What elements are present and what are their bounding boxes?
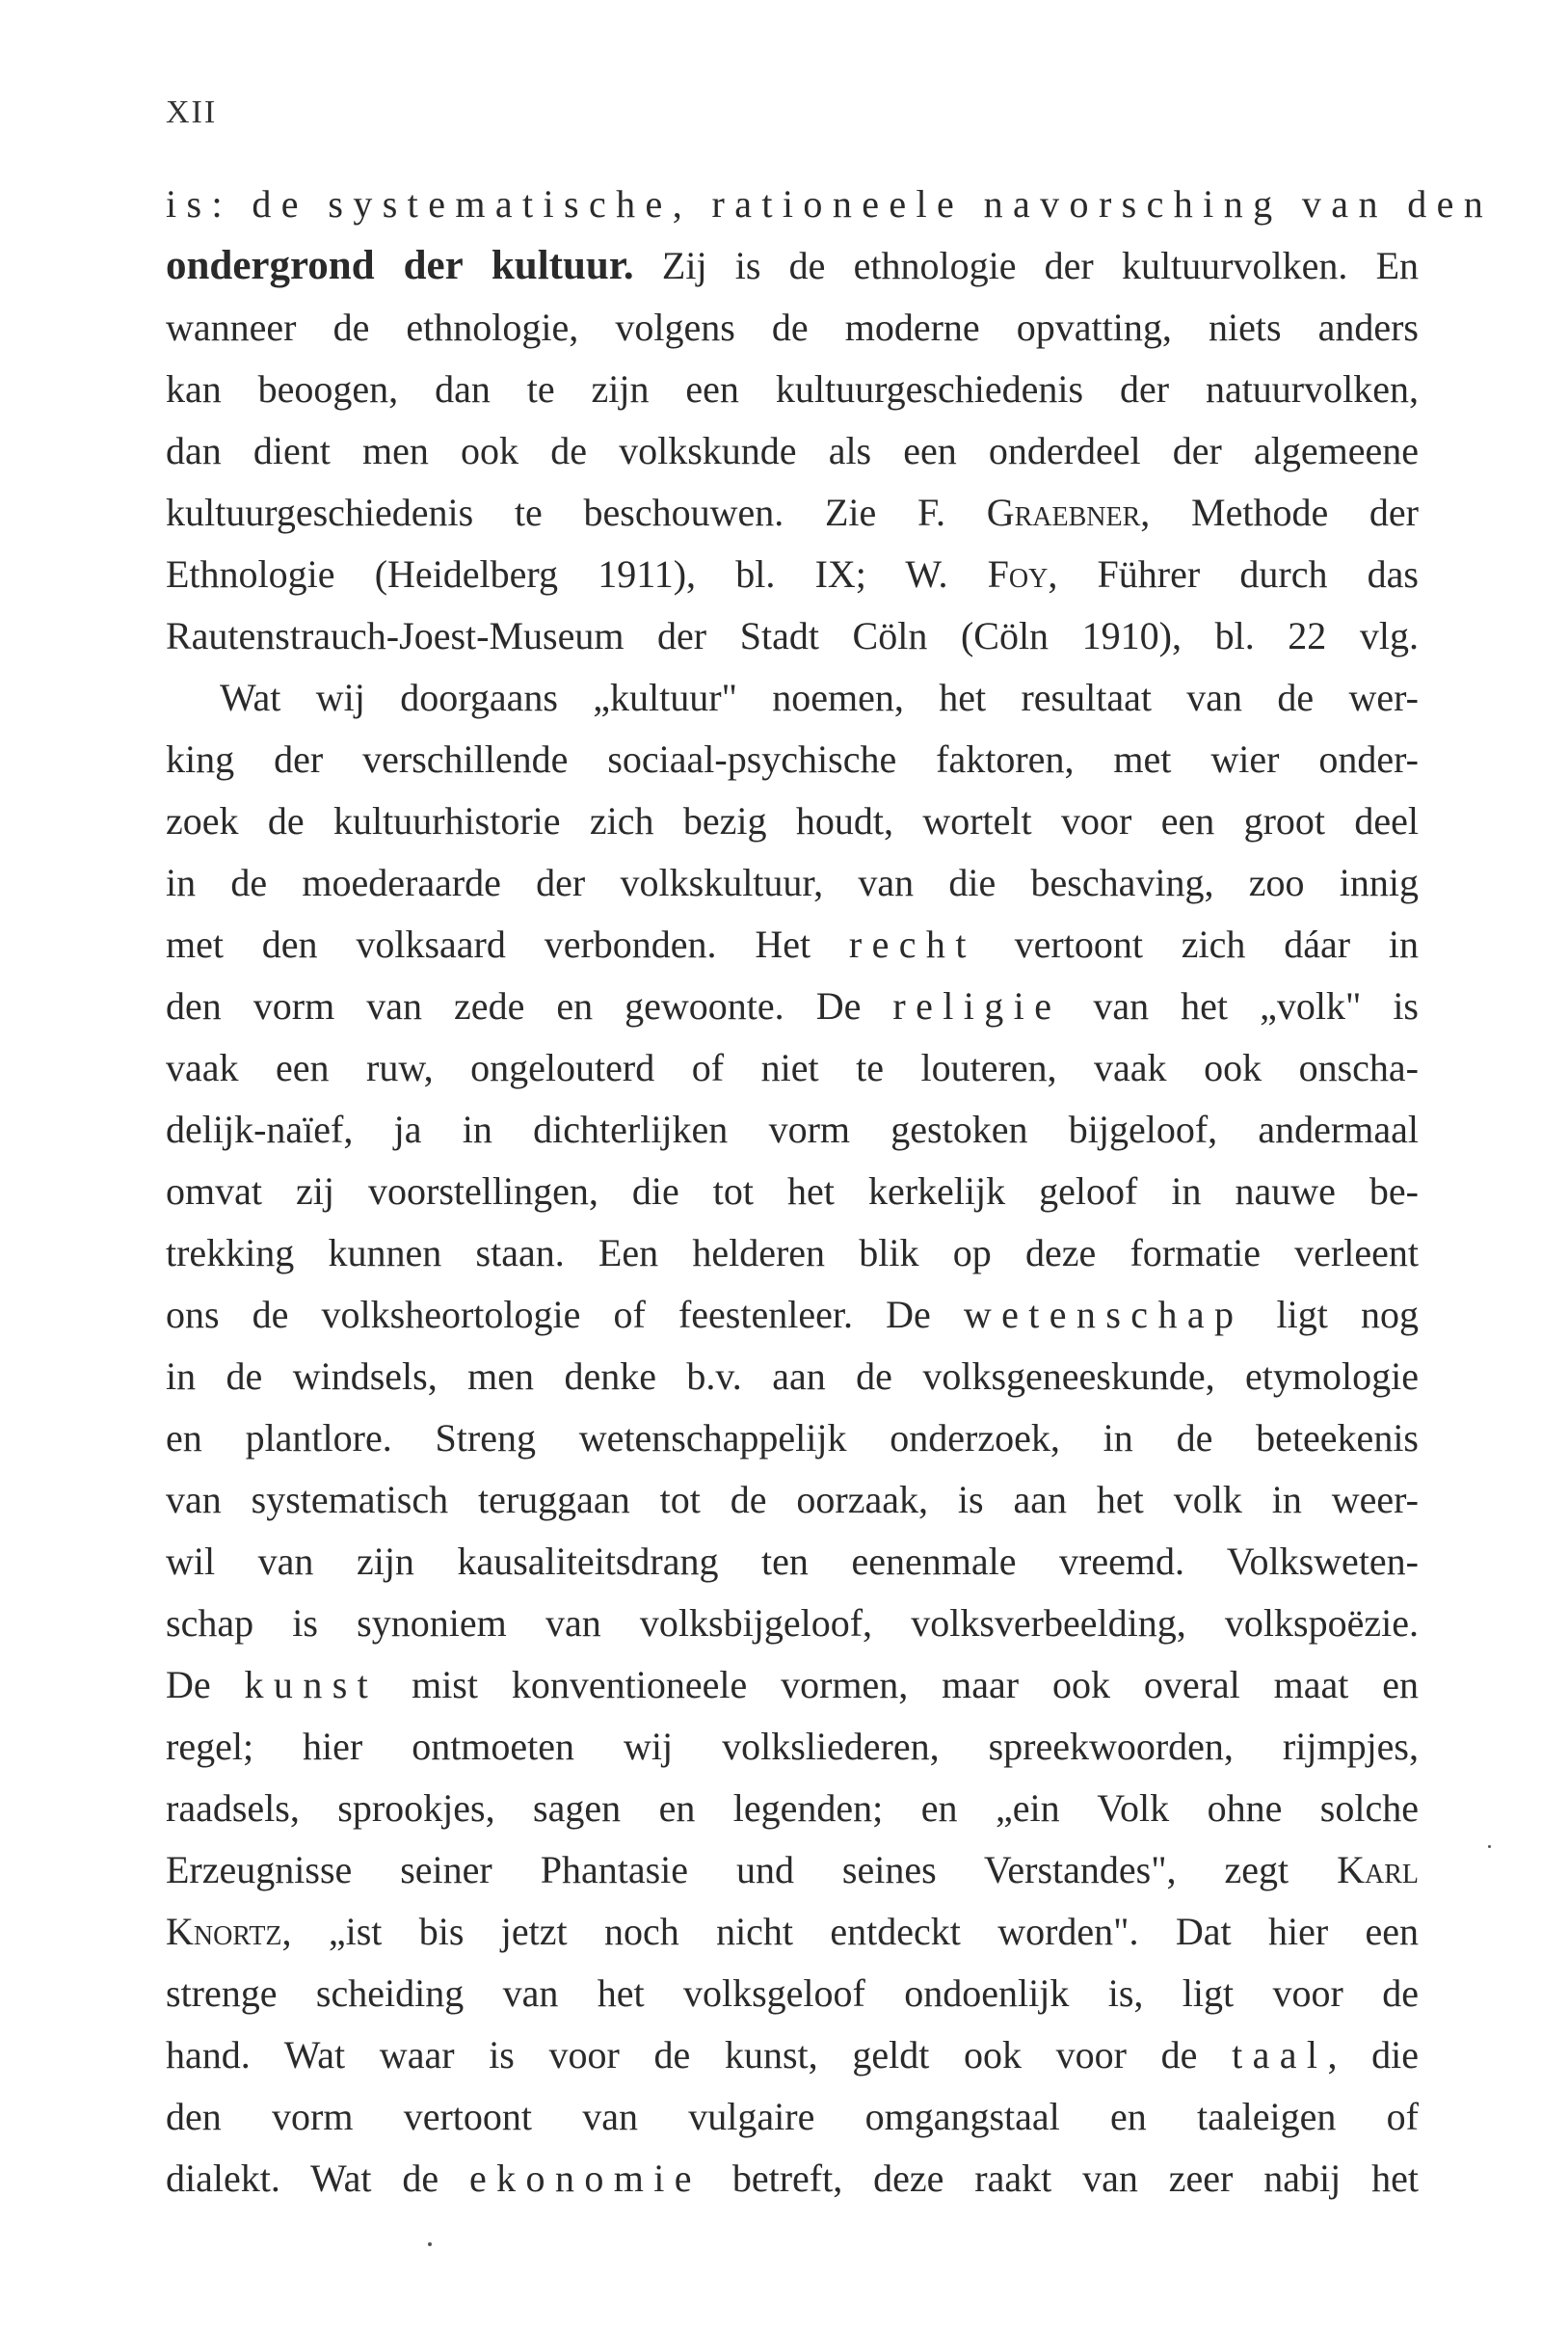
text-run: strenge scheiding van het volksgeloof ondoenlijk is, ligt voor de bbox=[166, 1971, 1419, 2015]
text-line bbox=[166, 1839, 1419, 1901]
text-run: Ethnologie (Heidelberg 1911), bl. IX; W. bbox=[166, 552, 988, 596]
text-run: raadsels, sprookjes, sagen en legenden; en „ein Volk ohne solche bbox=[166, 1786, 1419, 1830]
text-line bbox=[166, 1531, 1419, 1593]
spaced-term: kunst bbox=[244, 1663, 379, 1706]
text-line bbox=[166, 976, 1419, 1037]
spaced-term: taal bbox=[1232, 2033, 1328, 2076]
text-run: in de moederaarde der volkskultuur, van die beschaving, zoo innig bbox=[166, 861, 1419, 904]
text-run: en plantlore. Streng wetenschappelijk onderzoek, in de beteekenis bbox=[166, 1416, 1419, 1460]
text-line bbox=[166, 174, 1494, 235]
text-run: zoek de kultuurhistorie zich bezig houdt, wortelt voor een groot deel bbox=[166, 799, 1419, 843]
text-run: in de windsels, men denke b.v. aan de volksgeneeskunde, etymologie bbox=[166, 1354, 1419, 1398]
text-line bbox=[166, 914, 1419, 976]
speck-mark bbox=[428, 2242, 432, 2246]
text-line bbox=[166, 852, 1419, 914]
page-number: XII bbox=[166, 94, 218, 130]
text-line bbox=[166, 1037, 1419, 1099]
text-line bbox=[166, 1593, 1419, 1654]
text-run: omvat zij voorstellingen, die tot het kerkelijk geloof in nauwe be- bbox=[166, 1169, 1419, 1213]
text-line bbox=[166, 544, 1419, 605]
text-line bbox=[166, 1407, 1419, 1469]
text-run: kultuurgeschiedenis te beschouwen. Zie F. bbox=[166, 491, 987, 534]
text-run: van het „volk" is bbox=[1061, 984, 1419, 1028]
text-line bbox=[166, 359, 1419, 420]
bold-phrase: ondergrond der kultuur. bbox=[166, 243, 634, 288]
text-run: den vorm van zede en gewoonte. De bbox=[166, 984, 893, 1028]
text-line bbox=[166, 482, 1419, 544]
text-run: regel; hier ontmoeten wij volksliederen, spreekwoorden, rijmpjes, bbox=[166, 1725, 1419, 1768]
spaced-term: recht bbox=[848, 923, 976, 966]
text-run: trekking kunnen staan. Een helderen blik op deze formatie verleent bbox=[166, 1231, 1419, 1274]
text-run: , die bbox=[1327, 2033, 1419, 2076]
text-run: delijk-naïef, ja in dichterlijken vorm gestoken bijgeloof, andermaal bbox=[166, 1108, 1419, 1151]
text-line bbox=[166, 1963, 1419, 2024]
text-run: wil van zijn kausaliteitsdrang ten eenenmale vreemd. Volksweten- bbox=[166, 1540, 1419, 1583]
text-run: dialekt. Wat de bbox=[166, 2157, 469, 2200]
text-line bbox=[166, 729, 1419, 790]
text-run: ligt nog bbox=[1243, 1293, 1419, 1336]
text-run: ons de volksheortologie of feestenleer. De bbox=[166, 1293, 964, 1336]
text-line bbox=[166, 2148, 1419, 2210]
text-run: , Führer durch das bbox=[1048, 552, 1419, 596]
text-line bbox=[166, 1778, 1419, 1839]
text-run: , „ist bis jetzt noch nicht entdeckt worden". Dat hier een bbox=[281, 1910, 1419, 1953]
text-run: dan dient men ook de volkskunde als een onderdeel der algemeene bbox=[166, 429, 1419, 472]
text-line bbox=[166, 1284, 1419, 1346]
spaced-term: ekonomie bbox=[469, 2157, 702, 2200]
text-run: den vorm vertoont van vulgaire omgangstaal en taaleigen of bbox=[166, 2095, 1419, 2138]
text-line bbox=[166, 1654, 1419, 1716]
text-line bbox=[166, 605, 1419, 667]
text-run: met den volksaard verbonden. Het bbox=[166, 923, 849, 966]
spaced-term: wetenschap bbox=[963, 1293, 1244, 1336]
text-line bbox=[166, 1346, 1419, 1407]
text-line bbox=[166, 2024, 1419, 2086]
text-line bbox=[166, 1716, 1419, 1778]
text-line bbox=[166, 2086, 1419, 2148]
text-line bbox=[166, 1161, 1419, 1222]
text-line bbox=[166, 667, 1419, 729]
text-run: king der verschillende sociaal-psychische faktoren, met wier onder- bbox=[166, 737, 1419, 781]
text-line bbox=[166, 1222, 1419, 1284]
text-line bbox=[166, 1099, 1419, 1161]
text-run: Rautenstrauch-Joest-Museum der Stadt Cöln (Cöln 1910), bl. 22 vlg. bbox=[166, 614, 1419, 657]
text-run: kan beoogen, dan te zijn een kultuurgeschiedenis der natuurvolken, bbox=[166, 367, 1419, 411]
speck-mark bbox=[1488, 1845, 1491, 1848]
text-run: van systematisch teruggaan tot de oorzaak, is aan het volk in weer- bbox=[166, 1478, 1419, 1521]
text-run: hand. Wat waar is voor de kunst, geldt ook voor de bbox=[166, 2033, 1233, 2076]
text-run: schap is synoniem van volksbijgeloof, volksverbeelding, volkspoëzie. bbox=[166, 1601, 1419, 1645]
author-name: Graebner bbox=[986, 491, 1141, 534]
text-run: Zij is de ethnologie der kultuurvolken. En bbox=[633, 244, 1419, 287]
author-name: Knortz bbox=[166, 1910, 282, 1953]
author-name: Foy bbox=[987, 552, 1049, 596]
text-run: De bbox=[166, 1663, 245, 1706]
text-line bbox=[166, 1469, 1419, 1531]
spaced-term: religie bbox=[892, 984, 1062, 1028]
text-run: , Methode der bbox=[1140, 491, 1420, 534]
body-text bbox=[166, 174, 1494, 2210]
text-run: betreft, deze raakt van zeer nabij het bbox=[701, 2157, 1419, 2200]
text-line bbox=[166, 790, 1419, 852]
spaced-term: is: de systematische, rationeele navorsching van den bbox=[166, 182, 1494, 226]
text-line bbox=[166, 297, 1419, 359]
text-run: vertoont zich dáar in bbox=[975, 923, 1419, 966]
text-line bbox=[166, 420, 1419, 482]
text-run: mist konventioneele vormen, maar ook overal maat en bbox=[378, 1663, 1419, 1706]
text-run: vaak een ruw, ongelouterd of niet te louteren, vaak ook onscha- bbox=[166, 1046, 1419, 1089]
text-line bbox=[166, 235, 1419, 297]
text-line bbox=[166, 1901, 1419, 1963]
author-name: Karl bbox=[1337, 1848, 1419, 1891]
text-run: wanneer de ethnologie, volgens de moderne opvatting, niets anders bbox=[166, 306, 1419, 349]
text-run: Erzeugnisse seiner Phantasie und seines Verstandes", zegt bbox=[166, 1848, 1338, 1891]
text-run: Wat wij doorgaans „kultuur" noemen, het resultaat van de wer- bbox=[220, 676, 1419, 719]
